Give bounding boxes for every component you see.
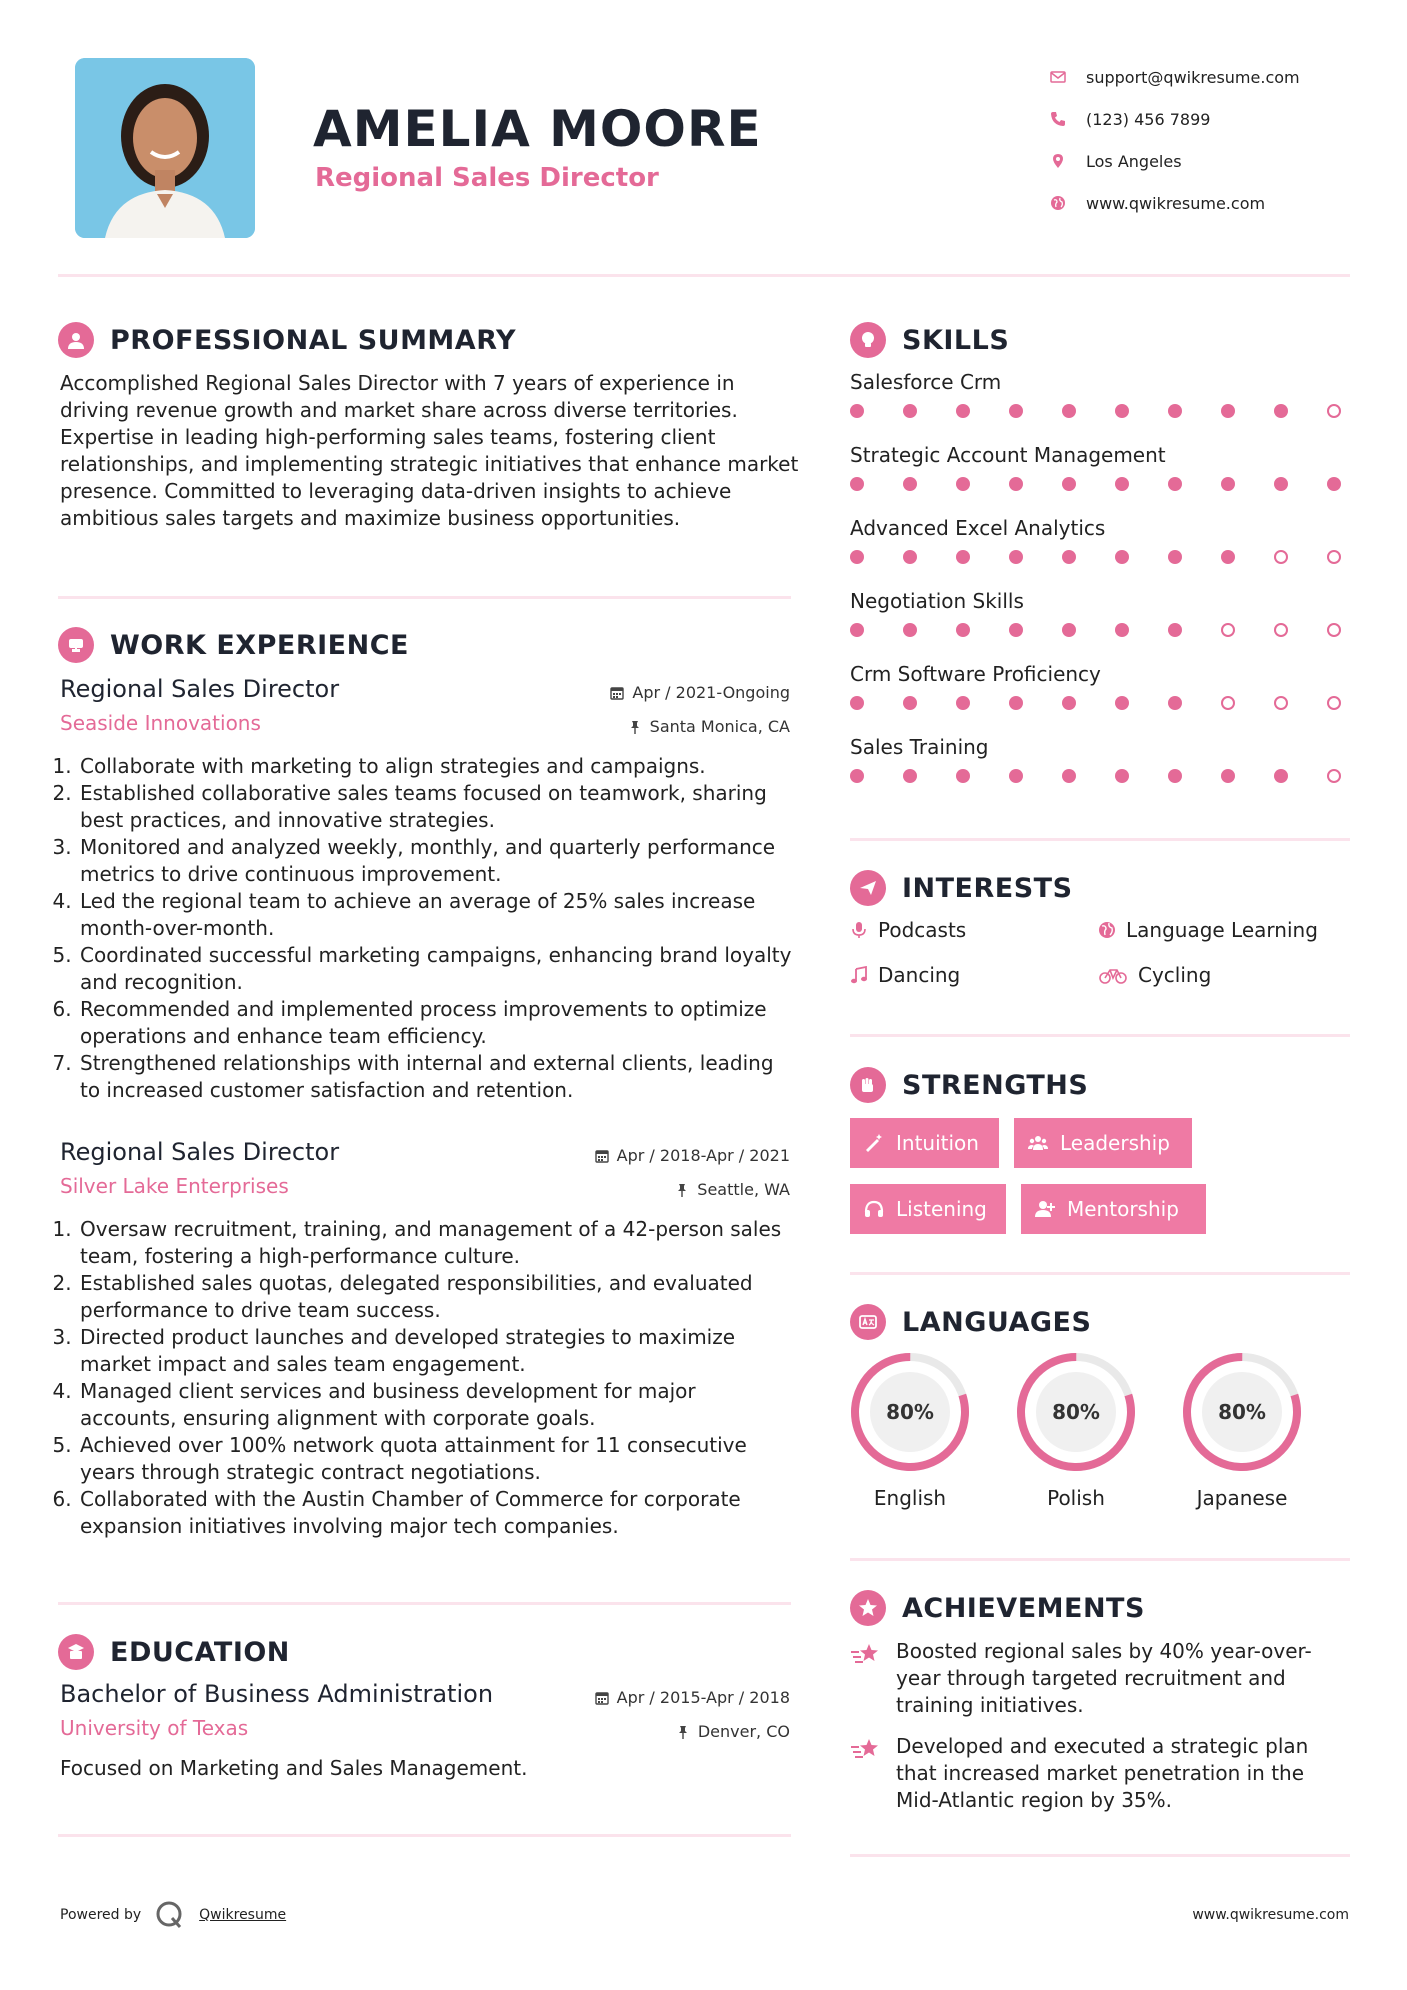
- header-divider: [58, 274, 1350, 277]
- job-entry: [60, 1138, 790, 1558]
- job-location-text: Seattle, WA: [697, 1180, 790, 1199]
- footer-powered-by: [60, 1900, 286, 1930]
- job-date-text: Apr / 2018-Apr / 2021: [616, 1146, 790, 1165]
- contact-location-text: Los Angeles: [1086, 151, 1182, 171]
- users-icon: [1028, 1133, 1048, 1153]
- language-name: Polish: [1047, 1486, 1105, 1510]
- school-name: University of Texas: [60, 1716, 249, 1740]
- strengths-divider: [850, 1272, 1350, 1275]
- rating-dot-filled: [1274, 477, 1288, 491]
- rating-dot-empty: [1327, 550, 1341, 564]
- skill-item: [850, 370, 1350, 418]
- footer-site[interactable]: www.qwikresume.com: [1192, 1907, 1349, 1923]
- skill-item: [850, 735, 1350, 783]
- lightbulb-icon: [850, 322, 886, 358]
- powered-by-text: Powered by: [60, 1907, 142, 1923]
- contact-email-text: support@qwikresume.com: [1086, 67, 1300, 87]
- translate-icon: [850, 1304, 886, 1340]
- skills-heading: [850, 322, 1009, 358]
- achievement-item: [850, 1733, 1350, 1814]
- job-duty: 3. Directed product launches and developed strategies to maximize market impact and sales team engagement.: [78, 1324, 793, 1378]
- contact-website-text: www.qwikresume.com: [1086, 193, 1266, 213]
- shooting-star-icon: [850, 1640, 882, 1668]
- language-item: [848, 1350, 972, 1510]
- achievements-heading-text: ACHIEVEMENTS: [902, 1592, 1145, 1624]
- rating-dot-filled: [850, 696, 864, 710]
- rating-dot-filled: [1168, 550, 1182, 564]
- rating-dot-filled: [1168, 769, 1182, 783]
- pin-icon: [628, 720, 642, 734]
- rating-dot-filled: [1115, 769, 1129, 783]
- rating-dot-filled: [1062, 696, 1076, 710]
- interest-item: [850, 963, 960, 987]
- rating-dot-filled: [1062, 404, 1076, 418]
- rating-dot-filled: [956, 623, 970, 637]
- rating-dot-filled: [956, 404, 970, 418]
- job-location: [628, 717, 790, 736]
- skill-name: Strategic Account Management: [850, 443, 1166, 467]
- skill-item: [850, 589, 1350, 637]
- calendar-icon: [595, 1149, 609, 1163]
- job-date-text: Apr / 2021-Ongoing: [632, 683, 790, 702]
- job-duty: 3. Monitored and analyzed weekly, monthly, and quarterly performance metrics to drive continuous improvement.: [78, 834, 793, 888]
- rating-dot-filled: [850, 550, 864, 564]
- skill-rating: [850, 696, 1350, 710]
- job-duty: 6. Recommended and implemented process improvements to optimize operations and enhance team efficiency.: [78, 996, 793, 1050]
- skills-heading-text: SKILLS: [902, 324, 1010, 356]
- skill-item: [850, 662, 1350, 710]
- skill-rating: [850, 550, 1350, 564]
- skill-rating: [850, 404, 1350, 418]
- job-title: Regional Sales Director: [60, 1138, 340, 1166]
- job-date: [610, 683, 790, 702]
- job-duty: 1. Collaborate with marketing to align strategies and campaigns.: [78, 753, 793, 780]
- contact-location: [1050, 140, 1300, 182]
- music-note-icon: [850, 966, 868, 984]
- interests-divider: [850, 1034, 1350, 1037]
- summary-heading-text: PROFESSIONAL SUMMARY: [110, 324, 517, 356]
- rating-dot-filled: [903, 550, 917, 564]
- rating-dot-filled: [1168, 623, 1182, 637]
- language-item: [1180, 1350, 1304, 1510]
- skill-name: Advanced Excel Analytics: [850, 516, 1106, 540]
- rating-dot-filled: [1062, 550, 1076, 564]
- job-location-text: Santa Monica, CA: [649, 717, 790, 736]
- rating-dot-empty: [1274, 550, 1288, 564]
- achievements-heading: [850, 1590, 1145, 1626]
- rating-dot-filled: [903, 404, 917, 418]
- rating-dot-filled: [1115, 623, 1129, 637]
- rating-dot-filled: [903, 477, 917, 491]
- job-duties: [60, 1216, 793, 1540]
- education-heading: [58, 1634, 290, 1670]
- interest-label: Cycling: [1138, 963, 1212, 987]
- strength-label: Listening: [896, 1197, 987, 1221]
- rating-dot-empty: [1274, 696, 1288, 710]
- strength-tag: [1021, 1184, 1206, 1234]
- strength-tag: [850, 1184, 1006, 1234]
- microphone-icon: [850, 921, 868, 939]
- education-location: [676, 1722, 790, 1741]
- education-description: Focused on Marketing and Sales Management.: [60, 1756, 528, 1780]
- rating-dot-filled: [1009, 477, 1023, 491]
- shooting-star-icon: [850, 1735, 882, 1763]
- rating-dot-filled: [1009, 769, 1023, 783]
- job-title: Regional Sales Director: [60, 675, 340, 703]
- job-date: [595, 1146, 790, 1165]
- graduation-icon: [58, 1634, 94, 1670]
- rating-dot-empty: [1327, 769, 1341, 783]
- achievement-text: Developed and executed a strategic plan that increased market penetration in the Mid-Atlantic region by 35%.: [896, 1734, 1309, 1812]
- rating-dot-filled: [903, 623, 917, 637]
- education-location-text: Denver, CO: [697, 1722, 790, 1741]
- calendar-icon: [595, 1691, 609, 1705]
- skill-rating: [850, 477, 1350, 491]
- star-badge-icon: [850, 1590, 886, 1626]
- qwikresume-link[interactable]: Qwikresume: [199, 1907, 287, 1923]
- job-duty: 6. Collaborated with the Austin Chamber of Commerce for corporate expansion initiatives involving major tech companies.: [78, 1486, 793, 1540]
- rating-dot-filled: [1221, 477, 1235, 491]
- rating-dot-filled: [956, 477, 970, 491]
- language-progress-ring: [848, 1350, 972, 1474]
- skill-item: [850, 443, 1350, 491]
- calendar-icon: [610, 686, 624, 700]
- rating-dot-filled: [1168, 696, 1182, 710]
- job-company: Seaside Innovations: [60, 711, 261, 735]
- languages-heading: [850, 1304, 1091, 1340]
- skill-name: Negotiation Skills: [850, 589, 1024, 613]
- rating-dot-filled: [956, 696, 970, 710]
- job-entry: [60, 675, 790, 1105]
- rating-dot-filled: [850, 404, 864, 418]
- language-name: English: [873, 1486, 947, 1510]
- rating-dot-filled: [956, 769, 970, 783]
- rating-dot-filled: [1062, 769, 1076, 783]
- paper-plane-icon: [850, 870, 886, 906]
- skill-item: [850, 516, 1350, 564]
- fist-icon: [850, 1067, 886, 1103]
- interest-item: [850, 918, 966, 942]
- summary-text: Accomplished Regional Sales Director with 7 years of experience in driving revenue growth and market share across diverse territories. Expertise in leading high-performing sales teams, fostering client relationships, and implementing strategic initiatives that enhance market presence. Committed to leveraging data-driven insights to achieve ambitious sales targets and maximize business opportunities.: [60, 371, 799, 530]
- rating-dot-filled: [1115, 696, 1129, 710]
- qwikresume-logo-icon: [155, 1900, 185, 1930]
- contact-list: [1050, 56, 1300, 224]
- user-icon: [58, 322, 94, 358]
- job-location: [675, 1180, 790, 1199]
- job-duty: 5. Achieved over 100% network quota attainment for 11 consecutive years through strategic contract negotiations.: [78, 1432, 793, 1486]
- rating-dot-filled: [1062, 623, 1076, 637]
- languages-divider: [850, 1558, 1350, 1561]
- rating-dot-empty: [1327, 696, 1341, 710]
- rating-dot-empty: [1221, 623, 1235, 637]
- headphones-icon: [864, 1199, 884, 1219]
- language-percent: 80%: [1052, 1400, 1100, 1424]
- language-percent: 80%: [886, 1400, 934, 1424]
- phone-icon: [1050, 111, 1066, 127]
- skill-rating: [850, 623, 1350, 637]
- strength-label: Leadership: [1060, 1131, 1170, 1155]
- pin-icon: [676, 1725, 690, 1739]
- achievement-item: [850, 1638, 1350, 1719]
- job-duty: 5. Coordinated successful marketing campaigns, enhancing brand loyalty and recognition.: [78, 942, 793, 996]
- degree: Bachelor of Business Administration: [60, 1680, 494, 1708]
- rating-dot-filled: [1115, 550, 1129, 564]
- strength-label: Mentorship: [1067, 1197, 1179, 1221]
- education-entry: [60, 1680, 790, 1790]
- job-duty: 1. Oversaw recruitment, training, and management of a 42-person sales team, fostering a high-performance culture.: [78, 1216, 793, 1270]
- rating-dot-filled: [1221, 769, 1235, 783]
- rating-dot-filled: [1221, 550, 1235, 564]
- rating-dot-filled: [1221, 404, 1235, 418]
- job-duty: 7. Strengthened relationships with internal and external clients, leading to increased customer satisfaction and retention.: [78, 1050, 793, 1104]
- work-divider: [58, 1602, 791, 1605]
- rating-dot-filled: [1062, 477, 1076, 491]
- job-duty: 2. Established sales quotas, delegated responsibilities, and evaluated performance to drive team success.: [78, 1270, 793, 1324]
- interests-heading: [850, 870, 1073, 906]
- contact-phone[interactable]: [1050, 98, 1300, 140]
- envelope-icon: [1050, 69, 1066, 85]
- map-marker-icon: [1050, 153, 1066, 169]
- rating-dot-filled: [1009, 696, 1023, 710]
- rating-dot-filled: [903, 769, 917, 783]
- magic-wand-icon: [864, 1133, 884, 1153]
- candidate-title: Regional Sales Director: [315, 163, 659, 193]
- languages-heading-text: LANGUAGES: [902, 1306, 1092, 1338]
- achievement-text: Boosted regional sales by 40% year-over-year through targeted recruitment and training initiatives.: [896, 1639, 1312, 1717]
- globe-icon: [1050, 195, 1066, 211]
- rating-dot-filled: [1009, 404, 1023, 418]
- rating-dot-empty: [1221, 696, 1235, 710]
- interests-heading-text: INTERESTS: [902, 872, 1073, 904]
- rating-dot-filled: [1115, 477, 1129, 491]
- strength-tag: [850, 1118, 999, 1168]
- user-plus-icon: [1035, 1199, 1055, 1219]
- job-company: Silver Lake Enterprises: [60, 1174, 289, 1198]
- rating-dot-filled: [1168, 477, 1182, 491]
- rating-dot-filled: [956, 550, 970, 564]
- skills-divider: [850, 838, 1350, 841]
- bicycle-icon: [1098, 966, 1128, 984]
- education-date: [595, 1688, 790, 1707]
- rating-dot-filled: [1009, 623, 1023, 637]
- job-duties: [60, 753, 793, 1104]
- rating-dot-empty: [1327, 623, 1341, 637]
- skill-name: Salesforce Crm: [850, 370, 1002, 394]
- rating-dot-filled: [1274, 769, 1288, 783]
- rating-dot-empty: [1327, 404, 1341, 418]
- skill-name: Crm Software Proficiency: [850, 662, 1101, 686]
- job-duty: 2. Established collaborative sales teams focused on teamwork, sharing best practices, and innovative strategies.: [78, 780, 793, 834]
- language-item: [1014, 1350, 1138, 1510]
- briefcase-icon: [58, 627, 94, 663]
- rating-dot-filled: [850, 769, 864, 783]
- strength-tag: [1014, 1118, 1192, 1168]
- rating-dot-filled: [850, 623, 864, 637]
- interest-label: Podcasts: [878, 918, 967, 942]
- contact-website[interactable]: [1050, 182, 1300, 224]
- globe-icon: [1098, 921, 1116, 939]
- language-progress-ring: [1014, 1350, 1138, 1474]
- rating-dot-empty: [1274, 623, 1288, 637]
- profile-photo: [75, 58, 255, 238]
- education-divider: [58, 1834, 791, 1837]
- skill-name: Sales Training: [850, 735, 989, 759]
- contact-email[interactable]: [1050, 56, 1300, 98]
- language-percent: 80%: [1218, 1400, 1266, 1424]
- education-date-text: Apr / 2015-Apr / 2018: [616, 1688, 790, 1707]
- candidate-name: AMELIA MOORE: [313, 100, 762, 158]
- summary-divider: [58, 596, 791, 599]
- rating-dot-filled: [850, 477, 864, 491]
- rating-dot-filled: [903, 696, 917, 710]
- interest-item: [1098, 918, 1318, 942]
- strengths-heading: [850, 1067, 1088, 1103]
- strength-label: Intuition: [896, 1131, 979, 1155]
- language-name: Japanese: [1196, 1486, 1288, 1510]
- education-heading-text: EDUCATION: [110, 1636, 290, 1668]
- interest-label: Language Learning: [1126, 918, 1318, 942]
- job-duty: 4. Led the regional team to achieve an average of 25% sales increase month-over-month.: [78, 888, 793, 942]
- interest-label: Dancing: [878, 963, 961, 987]
- summary-heading: [58, 322, 516, 358]
- rating-dot-filled: [1168, 404, 1182, 418]
- achievements-divider: [850, 1854, 1350, 1857]
- rating-dot-filled: [1009, 550, 1023, 564]
- strengths-heading-text: STRENGTHS: [902, 1069, 1089, 1101]
- interest-item: [1098, 963, 1211, 987]
- work-heading: [58, 627, 409, 663]
- job-duty: 4. Managed client services and business development for major accounts, ensuring alignment with corporate goals.: [78, 1378, 793, 1432]
- rating-dot-filled: [1327, 477, 1341, 491]
- rating-dot-filled: [1274, 404, 1288, 418]
- rating-dot-filled: [1115, 404, 1129, 418]
- contact-phone-text: (123) 456 7899: [1086, 109, 1211, 129]
- work-heading-text: WORK EXPERIENCE: [110, 629, 409, 661]
- skill-rating: [850, 769, 1350, 783]
- pin-icon: [675, 1183, 689, 1197]
- language-progress-ring: [1180, 1350, 1304, 1474]
